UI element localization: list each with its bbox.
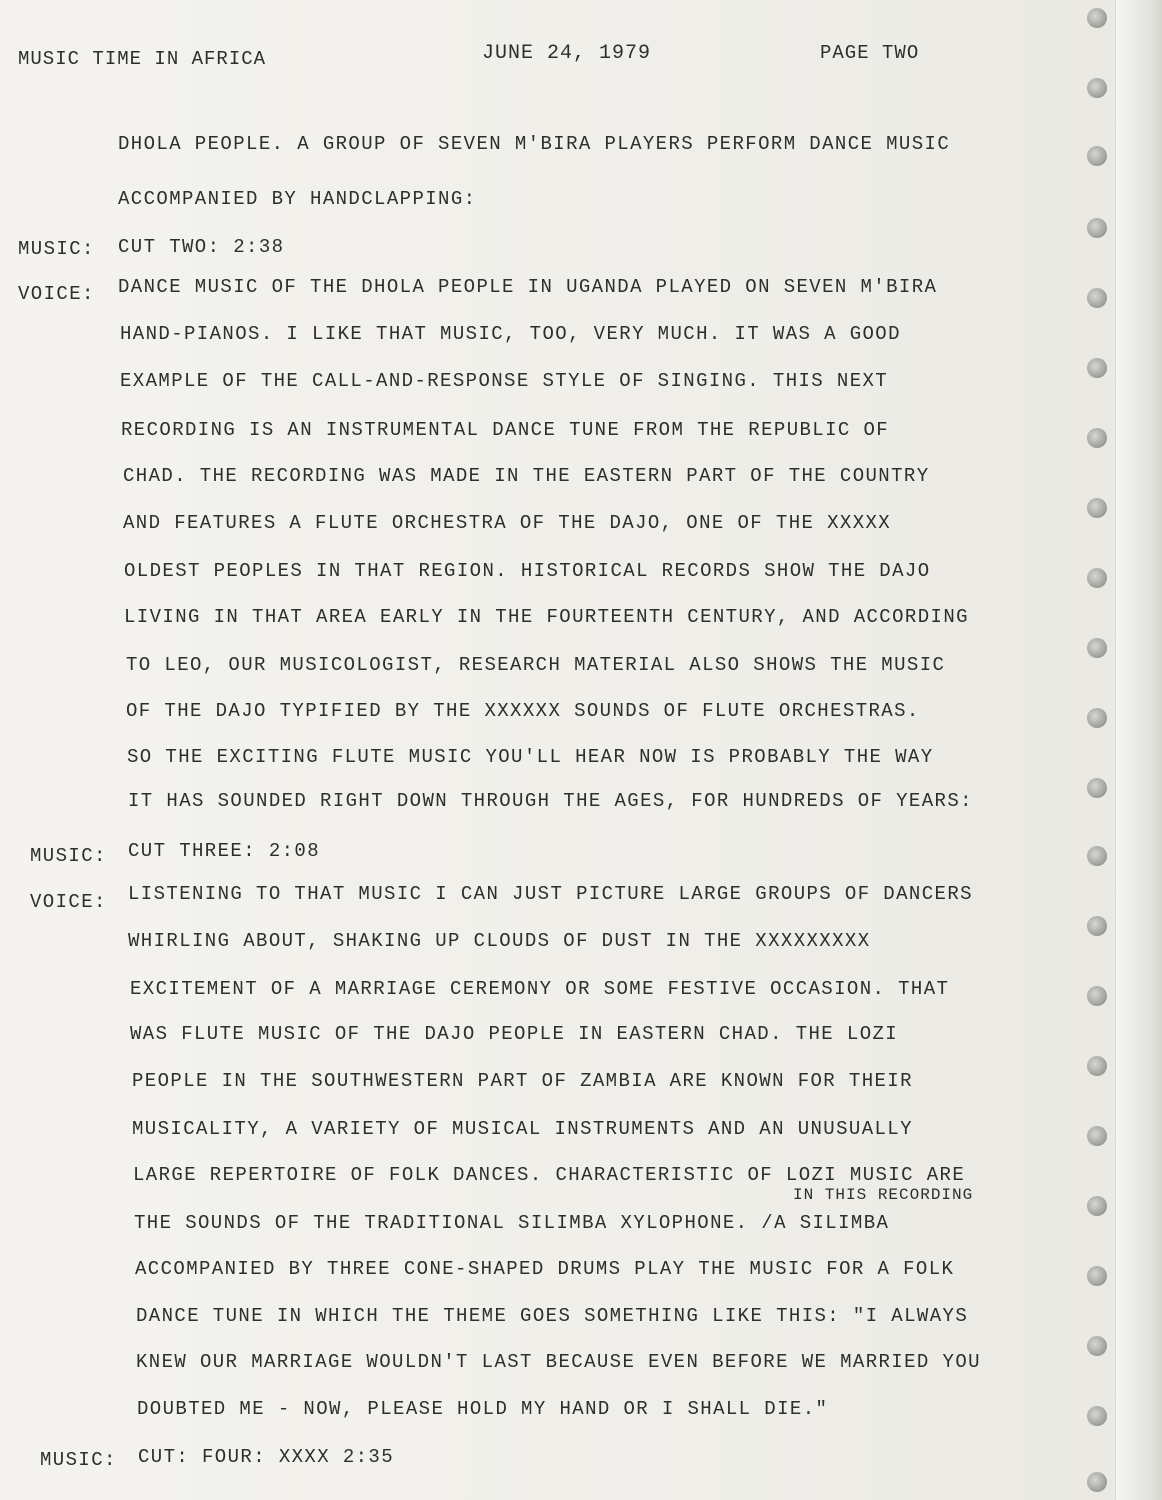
voice-line: LIVING IN THAT AREA EARLY IN THE FOURTEENTH CENTURY, AND ACCORDING — [124, 606, 969, 628]
handwritten-insert: IN THIS RECORDING — [793, 1186, 974, 1204]
voice-line: MUSICALITY, A VARIETY OF MUSICAL INSTRUMENTS AND AN UNUSUALLY — [132, 1118, 913, 1140]
feed-hole-icon — [1087, 358, 1107, 378]
feed-hole-icon — [1087, 218, 1107, 238]
voice-line: PEOPLE IN THE SOUTHWESTERN PART OF ZAMBIA ARE KNOWN FOR THEIR — [132, 1070, 913, 1092]
voice-line: IT HAS SOUNDED RIGHT DOWN THROUGH THE AGES, FOR HUNDREDS OF YEARS: — [128, 790, 973, 812]
page-number: PAGE TWO — [820, 42, 920, 64]
voice-line: DOUBTED ME - NOW, PLEASE HOLD MY HAND OR I SHALL DIE." — [137, 1398, 829, 1420]
broadcast-date: JUNE 24, 1979 — [482, 42, 652, 65]
voice-label: VOICE: — [30, 891, 107, 913]
feed-hole-icon — [1087, 846, 1107, 866]
music-label: MUSIC: — [18, 238, 95, 260]
voice-line: EXAMPLE OF THE CALL-AND-RESPONSE STYLE OF SINGING. THIS NEXT — [120, 370, 889, 392]
feed-hole-icon — [1087, 78, 1107, 98]
intro-line: DHOLA PEOPLE. A GROUP OF SEVEN M'BIRA PLAYERS PERFORM DANCE MUSIC — [118, 133, 951, 155]
voice-line: LISTENING TO THAT MUSIC I CAN JUST PICTURE LARGE GROUPS OF DANCERS — [128, 883, 973, 905]
voice-line: DANCE TUNE IN WHICH THE THEME GOES SOMETHING LIKE THIS: "I ALWAYS — [136, 1305, 969, 1327]
tractor-feed-holes — [1082, 0, 1112, 1500]
voice-line: WHIRLING ABOUT, SHAKING UP CLOUDS OF DUST IN THE XXXXXXXXX — [128, 930, 871, 952]
feed-hole-icon — [1087, 568, 1107, 588]
voice-line: SO THE EXCITING FLUTE MUSIC YOU'LL HEAR NOW IS PROBABLY THE WAY — [127, 746, 934, 768]
feed-hole-icon — [1087, 1336, 1107, 1356]
voice-line: CHAD. THE RECORDING WAS MADE IN THE EASTERN PART OF THE COUNTRY — [123, 465, 930, 487]
feed-hole-icon — [1087, 146, 1107, 166]
voice-line: KNEW OUR MARRIAGE WOULDN'T LAST BECAUSE EVEN BEFORE WE MARRIED YOU — [136, 1351, 981, 1373]
feed-hole-icon — [1087, 708, 1107, 728]
feed-hole-icon — [1087, 986, 1107, 1006]
voice-line: EXCITEMENT OF A MARRIAGE CEREMONY OR SOME FESTIVE OCCASION. THAT — [130, 978, 950, 1000]
feed-hole-icon — [1087, 1056, 1107, 1076]
music-cue-text: CUT: FOUR: XXXX 2:35 — [138, 1446, 395, 1468]
feed-hole-icon — [1087, 498, 1107, 518]
feed-hole-icon — [1087, 1196, 1107, 1216]
feed-hole-icon — [1087, 916, 1107, 936]
intro-line: ACCOMPANIED BY HANDCLAPPING: — [118, 188, 477, 210]
feed-hole-icon — [1087, 1266, 1107, 1286]
music-cue-text: CUT TWO: 2:38 — [118, 236, 285, 258]
feed-hole-icon — [1087, 428, 1107, 448]
feed-hole-icon — [1087, 1472, 1107, 1492]
voice-line: OLDEST PEOPLES IN THAT REGION. HISTORICAL RECORDS SHOW THE DAJO — [124, 560, 931, 582]
voice-line: OF THE DAJO TYPIFIED BY THE XXXXXX SOUNDS OF FLUTE ORCHESTRAS. — [126, 700, 920, 722]
feed-hole-icon — [1087, 288, 1107, 308]
voice-line: HAND-PIANOS. I LIKE THAT MUSIC, TOO, VERY MUCH. IT WAS A GOOD — [120, 323, 901, 345]
voice-label: VOICE: — [18, 283, 95, 305]
program-title: MUSIC TIME IN AFRICA — [18, 48, 267, 70]
feed-hole-icon — [1087, 1126, 1107, 1146]
music-label: MUSIC: — [40, 1449, 117, 1471]
voice-line: WAS FLUTE MUSIC OF THE DAJO PEOPLE IN EASTERN CHAD. THE LOZI — [130, 1023, 899, 1045]
paper-edge — [1115, 0, 1162, 1500]
music-cue-text: CUT THREE: 2:08 — [128, 840, 321, 862]
voice-line: AND FEATURES A FLUTE ORCHESTRA OF THE DAJO, ONE OF THE XXXXX — [123, 512, 892, 534]
page-header — [0, 38, 1000, 74]
voice-line: RECORDING IS AN INSTRUMENTAL DANCE TUNE FROM THE REPUBLIC OF — [121, 419, 890, 441]
voice-line: THE SOUNDS OF THE TRADITIONAL SILIMBA XYLOPHONE. /A SILIMBA — [134, 1212, 890, 1234]
voice-line: LARGE REPERTOIRE OF FOLK DANCES. CHARACTERISTIC OF LOZI MUSIC ARE — [133, 1164, 966, 1186]
feed-hole-icon — [1087, 778, 1107, 798]
feed-hole-icon — [1087, 8, 1107, 28]
feed-hole-icon — [1087, 1406, 1107, 1426]
music-label: MUSIC: — [30, 845, 107, 867]
feed-hole-icon — [1087, 638, 1107, 658]
voice-line: TO LEO, OUR MUSICOLOGIST, RESEARCH MATERIAL ALSO SHOWS THE MUSIC — [126, 654, 946, 676]
voice-line: DANCE MUSIC OF THE DHOLA PEOPLE IN UGANDA PLAYED ON SEVEN M'BIRA — [118, 276, 938, 298]
voice-line: ACCOMPANIED BY THREE CONE-SHAPED DRUMS PLAY THE MUSIC FOR A FOLK — [135, 1258, 955, 1280]
